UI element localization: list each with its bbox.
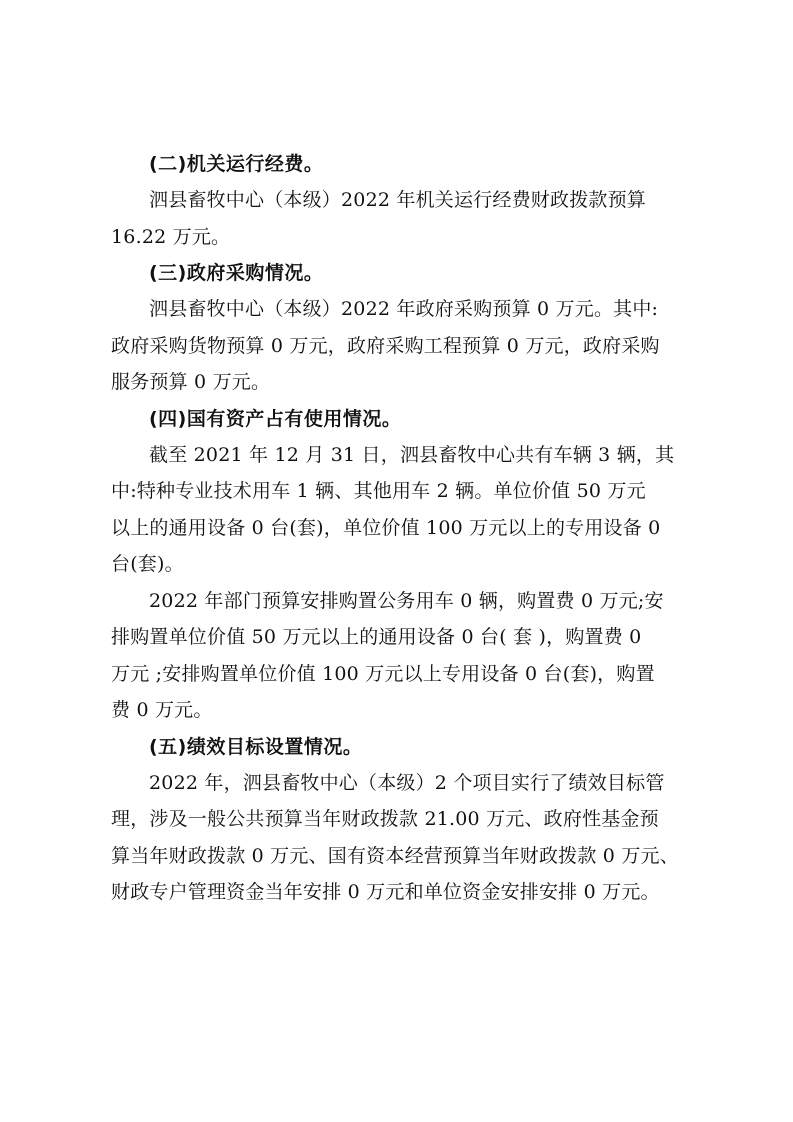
paragraph <box>111 583 687 729</box>
section-heading-4: (四)国有资产占有使用情况。 <box>149 407 402 430</box>
text-line: 以上的通用设备 0 台(套)，单位价值 100 万元以上的专用设备 0 <box>111 516 661 539</box>
text-line: 万元 ;安排购置单位价值 100 万元以上专用设备 0 台(套)，购置 <box>111 662 655 685</box>
paragraph <box>111 765 687 911</box>
text-line: 台(套)。 <box>111 553 184 575</box>
section-heading-5: (五)绩效目标设置情况。 <box>149 735 363 758</box>
text-line: 费 0 万元。 <box>111 699 213 721</box>
text-line: 2022 年部门预算安排购置公务用车 0 辆，购置费 0 万元;安 <box>149 589 664 612</box>
text-line: 排购置单位价值 50 万元以上的通用设备 0 台( 套 )，购置费 0 <box>111 626 642 648</box>
text-line: 泗县畜牧中心（本级）2022 年政府采购预算 0 万元。其中: <box>149 298 659 320</box>
text-line: 政府采购货物预算 0 万元，政府采购工程预算 0 万元，政府采购 <box>111 334 660 357</box>
section-heading-2: (二)机关运行经费。 <box>149 153 324 175</box>
text-line: 中:特种专业技术用车 1 辆、其他用车 2 辆。单位价值 50 万元 <box>111 480 646 502</box>
text-line: 服务预算 0 万元。 <box>111 371 271 393</box>
paragraph <box>111 182 687 255</box>
paragraph <box>111 437 687 583</box>
text-line: 财政专户管理资金当年安排 0 万元和单位资金安排安排 0 万元。 <box>111 881 660 903</box>
document-page <box>111 146 687 911</box>
text-line: 算当年财政拨款 0 万元、国有资本经营预算当年财政拨款 0 万元、 <box>111 844 679 867</box>
text-line: 2022 年，泗县畜牧中心（本级）2 个项目实行了绩效目标管 <box>149 771 665 794</box>
text-line: 截至 2021 年 12 月 31 日，泗县畜牧中心共有车辆 3 辆，其 <box>149 443 675 466</box>
section-heading-3: (三)政府采购情况。 <box>149 262 324 284</box>
text-line: 16.22 万元。 <box>111 225 231 248</box>
text-line: 理，涉及一般公共预算当年财政拨款 21.00 万元、政府性基金预 <box>111 808 659 830</box>
paragraph <box>111 291 687 401</box>
text-line: 泗县畜牧中心（本级）2022 年机关运行经费财政拨款预算 <box>149 189 646 211</box>
